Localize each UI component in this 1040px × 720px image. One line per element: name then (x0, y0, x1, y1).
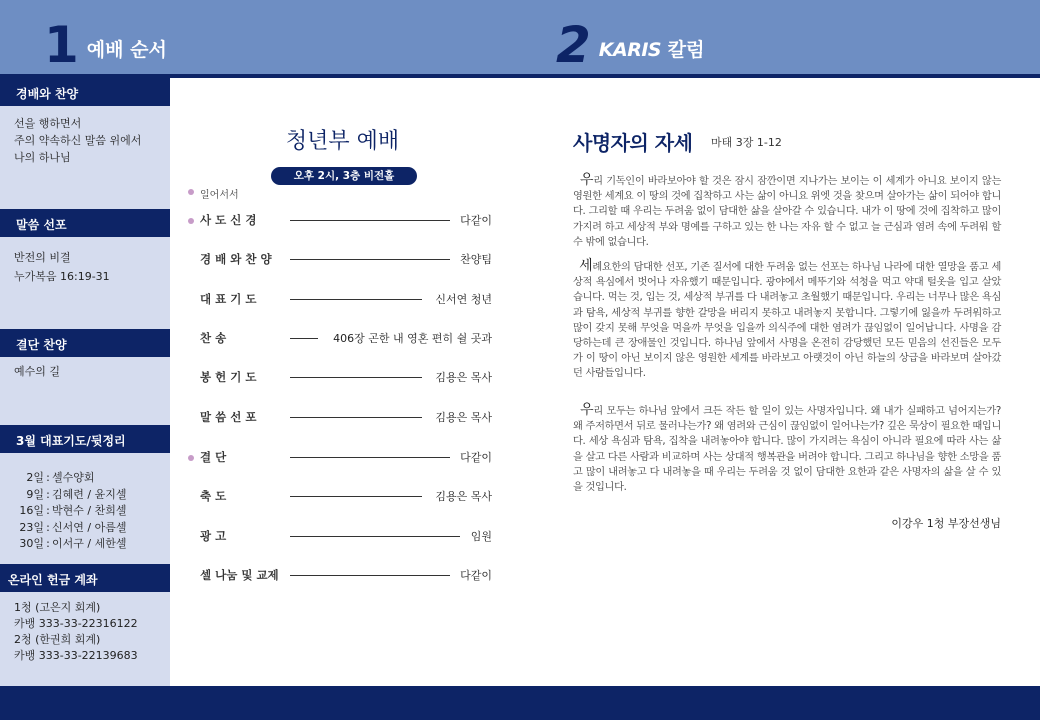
prayer-date: 30일 (19, 537, 44, 550)
order-label: 결 단 (200, 450, 227, 464)
order-label: 대 표 기 도 (200, 292, 257, 306)
paragraph-text: 리 모두는 하나님 앞에서 크든 작든 할 일이 있는 사명자입니다. 왜 내가 실패하고 넘어지는가? 왜 주저하면서 뒤로 물러나는가? 왜 염려와 근심이 끊임없이 일어나는가? 깊은 묵상이 필요한 때입니다. 세상 욕심과 탐욕, 집착을 내려놓아야 합니다. 많이 가지려는 욕심이 아니라 필요에 따라 사는 삶을 살고 다른 사람과 비교하며 사는 상대적 행복관을 버려야 합니다. 그리고 하나님을 향한 소망을 품고 많이 내려놓고 다 내려놓을 때 우리는 두려움 것 없이 담대한 요한과 같은 사명자의 삶을 살 수 있을 것입니다. (573, 406, 1001, 494)
decision-heading: 결단 찬양 (0, 329, 170, 357)
prayer-date: 16일 (19, 504, 44, 517)
order-leader: 다같이 (460, 451, 492, 464)
leader-line (290, 575, 450, 576)
order-item (200, 289, 492, 309)
order-item (200, 447, 492, 467)
prayer-row: 9일 : 김혜련 / 윤지셀 (0, 486, 170, 503)
hymn-item: 주의 약속하신 말씀 위에서 (14, 134, 142, 147)
drop-cap: 우 (580, 402, 594, 418)
leader-line (290, 259, 450, 260)
order-label: 광 고 (200, 529, 227, 543)
section-1-title: 예배 순서 (86, 39, 167, 61)
column-author: 이강우 1청 부장선생님 (891, 517, 1001, 530)
order-leader: 김용은 목사 (435, 411, 492, 424)
section-2-title (599, 35, 705, 62)
offering-line: 카뱅 333-33-22139683 (14, 649, 138, 662)
prayer-names: 셀수양회 (52, 471, 95, 484)
order-leader: 김용은 목사 (435, 490, 492, 503)
footer-band (0, 686, 1040, 720)
offering-line: 카뱅 333-33-22316122 (14, 617, 138, 630)
order-leader: 신서연 청년 (435, 293, 492, 306)
section-2-label: 칼럼 (667, 39, 705, 61)
section-2-number: 2 (556, 16, 589, 74)
order-item (200, 328, 492, 348)
prayer-names: 신서연 / 아름셀 (52, 520, 127, 534)
prayer-names: 이서구 / 세한셀 (52, 537, 127, 550)
order-item (200, 210, 492, 230)
stand-note: 일어서서 (200, 190, 239, 201)
offering-line: 2청 (한권희 회계) (14, 633, 101, 646)
order-label: 사 도 신 경 (200, 213, 257, 227)
drop-cap: 세 (579, 258, 593, 274)
prayer-schedule (0, 469, 170, 552)
offering-line: 1청 (고은지 회계) (14, 601, 101, 614)
decision-info (0, 363, 170, 380)
prayer-heading: 3월 대표기도/뒷정리 (0, 425, 170, 453)
prayer-names: 김혜련 / 윤지셀 (52, 487, 127, 501)
order-leader: 다같이 (460, 214, 492, 227)
worship-title: 청년부 예배 (285, 129, 400, 154)
brand-name: KARIS (598, 39, 662, 61)
hymn-item: 선을 행하면서 (14, 117, 82, 130)
leader-line (290, 496, 422, 497)
hymn-item: 나의 하나님 (14, 151, 71, 164)
order-item (200, 526, 492, 546)
leader-line (290, 338, 318, 339)
order-label: 봉 헌 기 도 (200, 370, 257, 384)
prayer-row: 30일 : 이서구 / 세한셀 (0, 535, 170, 552)
leader-line (290, 299, 422, 300)
leader-line (290, 457, 450, 458)
stand-marker-icon (188, 189, 194, 195)
order-item (200, 249, 492, 269)
order-leader: 다같이 (460, 569, 492, 582)
prayer-row: 2일 : 셀수양회 (0, 469, 170, 486)
prayer-names: 박현수 / 찬희셀 (52, 504, 127, 517)
order-label: 말 씀 선 포 (200, 410, 257, 424)
order-item (200, 367, 492, 387)
order-leader: 찬양팀 (460, 253, 492, 266)
stand-marker-icon (188, 218, 194, 224)
section-1-header (44, 16, 167, 74)
order-item (200, 565, 492, 585)
order-leader: 김용은 목사 (435, 371, 492, 384)
prayer-date: 2일 (26, 471, 44, 484)
order-item (200, 486, 492, 506)
stand-marker-icon (188, 455, 194, 461)
decision-song: 예수의 길 (14, 365, 61, 378)
order-label: 찬 송 (200, 331, 227, 345)
drop-cap: 우 (579, 172, 594, 188)
prayer-date: 9일 (26, 487, 44, 501)
prayer-date: 23일 (19, 520, 44, 534)
sermon-info (0, 248, 170, 286)
sermon-title: 반전의 비결 (14, 251, 71, 264)
leader-line (290, 417, 422, 418)
offering-accounts (0, 600, 170, 664)
sermon-scripture: 누가복음 16:19-31 (14, 270, 110, 283)
leader-line (290, 377, 422, 378)
sermon-heading: 말씀 선포 (0, 209, 170, 237)
paragraph-text: 례요한의 담대한 선포, 기존 질서에 대한 두려움 없는 선포는 하나님 나라에 대한 열망을 품고 세상적 욕심에서 벗어나 자유했기 때문입니다. 광야에서 메뚜기와 석청을 먹고 약대 털옷을 입고 살았습니다. 먹는 것, 입는 것, 세상적 부귀를 다 내려놓고 초월했기 때문입니다. 우리는 너무나 많은 욕심과 탐욕, 세상적 부귀를 향한 갈망을 버리지 못하고 내려놓지 못합니다. 그렇기에 잃을까 두려워하고 많이 갖지 못해 무엇을 먹을까 무엇을 입을까 의식주에 대한 염려가 끊임없이 일어납니다. 사명을 감당하는데 큰 장애물인 것입니다. 하나님 앞에서 사명을 온전히 감당했던 모든 믿음의 선진들은 모두가 이 땅이 아닌 보이지 않은 영원한 세계를 바라보고 아랫것이 아닌 하늘의 상급을 바라보며 살아갔던 사람들입니다. (573, 262, 1001, 380)
prayer-row: 16일 : 박현수 / 찬희셀 (0, 502, 170, 519)
section-2-header (556, 16, 705, 74)
column-paragraph (573, 173, 1001, 250)
leader-line (290, 536, 460, 537)
sidebar (0, 78, 170, 686)
section-1-number: 1 (44, 16, 77, 74)
scripture-reference: 마태 3장 1-12 (711, 136, 782, 149)
order-label: 경 배 와 찬 양 (200, 252, 272, 266)
order-label: 셀 나눔 및 교제 (200, 568, 279, 582)
column-paragraph (573, 259, 1001, 382)
order-item (200, 407, 492, 427)
leader-line (290, 220, 450, 221)
hymn-list (0, 115, 170, 166)
hymn-heading: 경배와 찬양 (0, 78, 170, 106)
order-label: 축 도 (200, 489, 227, 503)
prayer-row: 23일 : 신서연 / 아름셀 (0, 519, 170, 536)
order-leader: 406장 곤한 내 영혼 편히 쉴 곳과 (333, 332, 492, 345)
column-paragraph (573, 403, 1001, 495)
column-title: 사명자의 자세 (573, 131, 693, 155)
offering-heading: 온라인 헌금 계좌 (0, 564, 170, 592)
time-location-badge: 오후 2시, 3층 비전홀 (271, 167, 417, 185)
paragraph-text: 리 기독인이 바라보아야 할 것은 잠시 잠깐이면 지나가는 보이는 이 세계가 아니요 보이지 않는 영원한 세계요 이 땅의 것에 집착하고 사는 삶이 아니요 위엣 것을 찾으며 살아가는 삶이 되어야 합니다. 그리할 때 우리는 두려움 없이 담대한 삶을 살아갈 수 있습니다. 내가 이 땅에 것에 집착하고 많이 가지려 하고 세상적 부와 명예를 구하고 있는 한 나는 자유 할 수 없고 늘 근심과 염려 속에 두려워 할 수 밖에 없습니다. (573, 176, 1001, 248)
order-leader: 임원 (470, 530, 492, 543)
